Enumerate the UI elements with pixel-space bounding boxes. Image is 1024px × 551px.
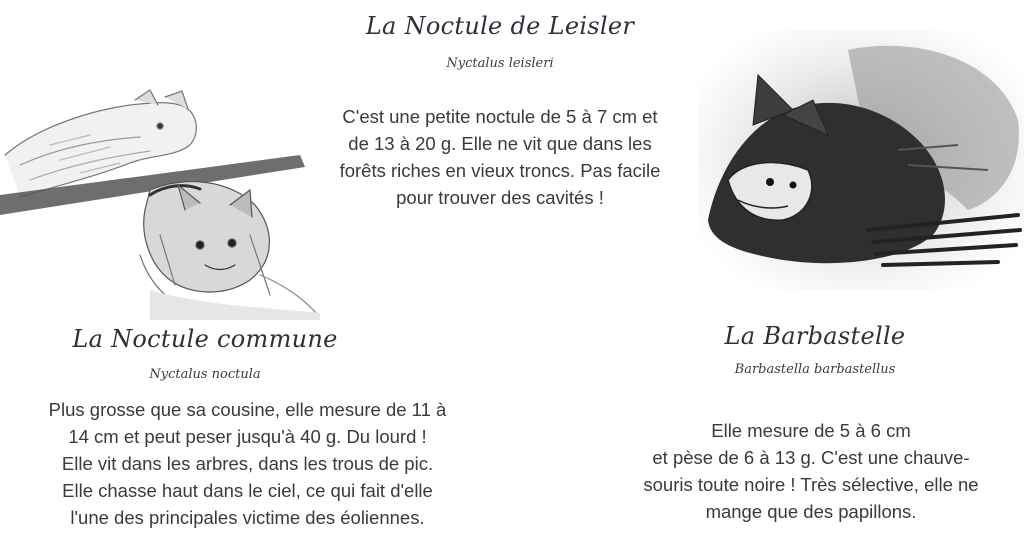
barbastelle-latin-name: Barbastella barbastellus: [734, 362, 896, 377]
leisler-description-line: forêts riches en vieux troncs. Pas facile: [339, 160, 661, 181]
leisler-latin-name: Nyctalus leisleri: [446, 56, 554, 71]
leisler-description-line: pour trouver des cavités !: [396, 187, 604, 208]
leisler-description: [290, 103, 710, 211]
leisler-title: La Noctule de Leisler: [365, 12, 635, 40]
barbastelle-description-line: souris toute noire ! Très sélective, elle ne: [643, 474, 979, 495]
commune-description: [10, 396, 485, 531]
noctule-bats-illustration: [0, 85, 325, 320]
commune-description-line: l'une des principales victime des éoliennes.: [70, 507, 425, 528]
commune-latin-name: Nyctalus noctula: [149, 367, 261, 382]
barbastelle-description: [598, 417, 1024, 525]
commune-description-line: Plus grosse que sa cousine, elle mesure de 11 à: [48, 399, 447, 420]
commune-description-line: 14 cm et peut peser jusqu'à 40 g. Du lourd !: [68, 426, 427, 447]
leisler-description-line: C'est une petite noctule de 5 à 7 cm et: [342, 106, 658, 127]
leisler-description-line: de 13 à 20 g. Elle ne vit que dans les: [348, 133, 652, 154]
commune-title: La Noctule commune: [72, 325, 338, 353]
barbastelle-description-line: mange que des papillons.: [705, 501, 917, 522]
barbastelle-title: La Barbastelle: [724, 322, 906, 350]
commune-description-line: Elle chasse haut dans le ciel, ce qui fait d'elle: [62, 480, 433, 501]
barbastelle-bat-illustration: [698, 30, 1024, 290]
commune-description-line: Elle vit dans les arbres, dans les trous de pic.: [61, 453, 434, 474]
barbastelle-description-line: et pèse de 6 à 13 g. C'est une chauve-: [652, 447, 970, 468]
barbastelle-description-line: Elle mesure de 5 à 6 cm: [711, 420, 911, 441]
